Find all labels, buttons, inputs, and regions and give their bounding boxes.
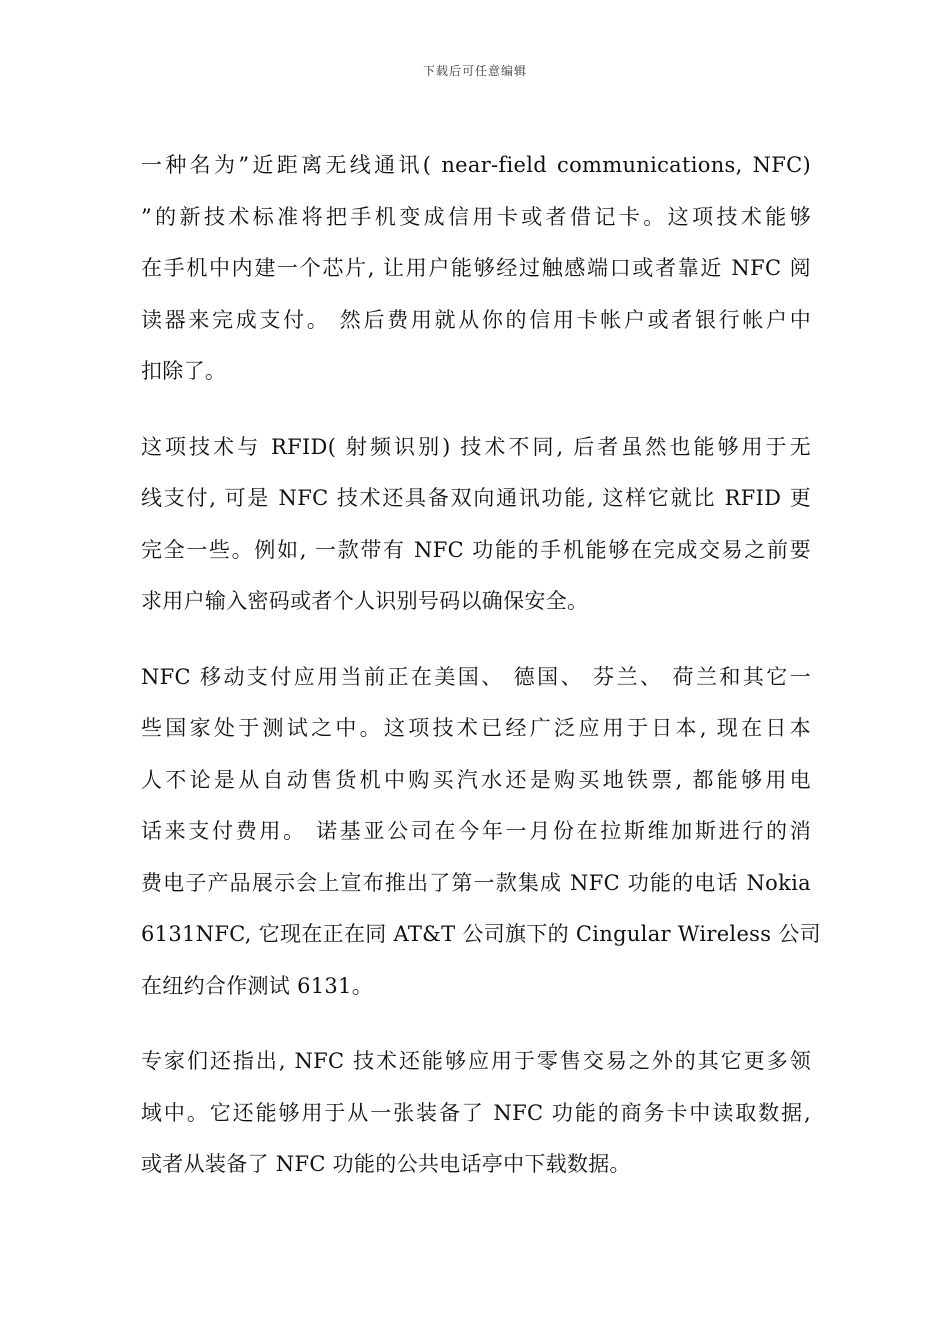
text-line: 线支付, 可是 NFC 技术还具备双向通讯功能, 这样它就比 RFID 更 — [141, 486, 811, 510]
text-line: 求用户输入密码或者个人识别号码以确保安全。 — [141, 589, 589, 613]
page-header: 下载后可任意编辑 — [422, 64, 527, 78]
text-line: 完全一些。例如, 一款带有 NFC 功能的手机能够在完成交易之前要 — [141, 537, 811, 562]
text-line: 域中。它还能够用于从一张装备了 NFC 功能的商务卡中读取数据, — [141, 1100, 811, 1125]
text-line: 些国家处于测试之中。这项技术已经广泛应用于日本, 现在日本 — [141, 716, 811, 740]
text-line: 或者从装备了 NFC 功能的公共电话亭中下载数据。 — [141, 1152, 631, 1176]
text-line: 这项技术与 RFID( 射频识别) 技术不同, 后者虽然也能够用于无 — [141, 434, 811, 459]
text-line: 一种名为”近距离无线通讯( near-field communications, NFC) — [141, 153, 811, 177]
text-line: 话来支付费用。 诺基亚公司在今年一月份在拉斯维加斯进行的消 — [141, 819, 811, 843]
text-line: 费电子产品展示会上宣布推出了第一款集成 NFC 功能的电话 Nokia — [141, 870, 811, 895]
text-line: 专家们还指出, NFC 技术还能够应用于零售交易之外的其它更多领 — [141, 1049, 811, 1073]
paragraph — [141, 652, 821, 1013]
text-line: 在手机中内建一个芯片, 让用户能够经过触感端口或者靠近 NFC 阅 — [141, 256, 811, 280]
paragraph — [141, 140, 811, 398]
text-line: NFC 移动支付应用当前正在美国、 德国、 芬兰、 荷兰和其它一 — [141, 664, 811, 689]
text-line: ”的新技术标准将把手机变成信用卡或者借记卡。这项技术能够 — [141, 204, 811, 229]
paragraph — [141, 422, 811, 628]
text-line: 6131NFC, 它现在正在同 AT&T 公司旗下的 Cingular Wireless 公司 — [141, 922, 821, 946]
text-line: 在纽约合作测试 6131。 — [141, 973, 374, 998]
text-line: 人不论是从自动售货机中购买汽水还是购买地铁票, 都能够用电 — [141, 767, 811, 792]
text-line: 读器来完成支付。 然后费用就从你的信用卡帐户或者银行帐户中 — [141, 307, 811, 332]
text-line: 扣除了。 — [141, 359, 227, 383]
paragraph — [141, 1036, 811, 1191]
document-body — [141, 140, 821, 1215]
